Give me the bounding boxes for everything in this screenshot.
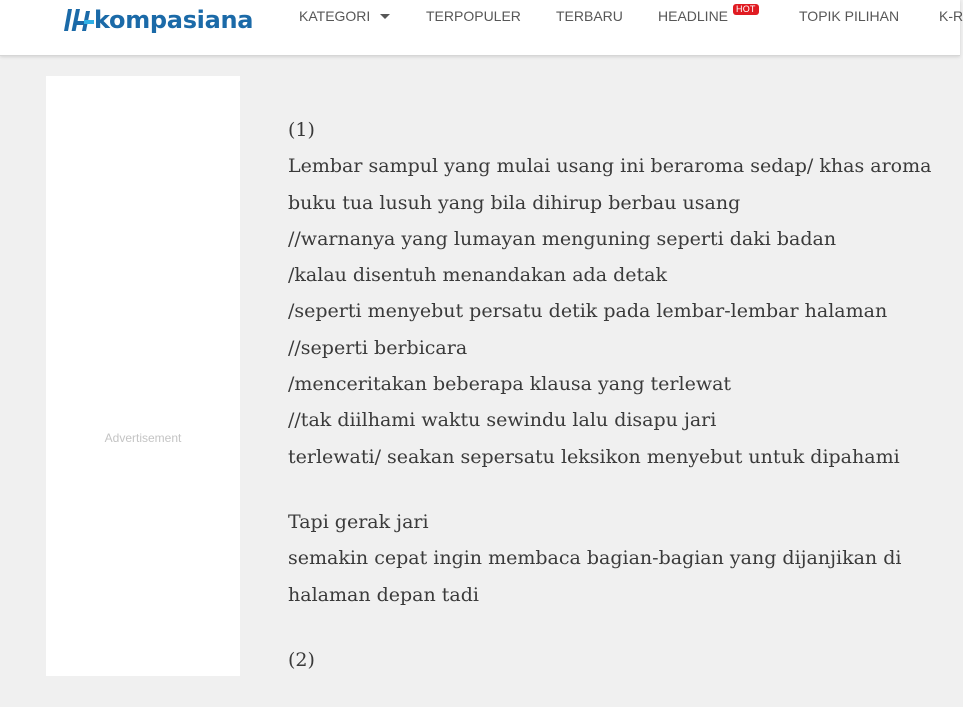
poem-line: //tak diilhami waktu sewindu lalu disapu jari	[288, 409, 717, 432]
hot-badge: HOT	[733, 4, 759, 15]
nav-topik-pilihan[interactable]: TOPIK PILIHAN	[799, 8, 900, 24]
nav-kategori[interactable]	[299, 8, 390, 24]
poem-line: halaman depan tadi	[288, 583, 479, 606]
nav-terpopuler[interactable]: TERPOPULER	[426, 8, 521, 24]
article-body	[288, 112, 960, 707]
poem-line: /kalau disentuh menandakan ada detak	[288, 264, 667, 287]
nav-terbaru[interactable]: TERBARU	[556, 8, 623, 24]
ad-label: Advertisement	[104, 431, 182, 445]
logo-text: kompasiana	[94, 6, 254, 34]
poem-line: semakin cepat ingin membaca bagian-bagian yang dijanjikan di	[288, 547, 902, 570]
poem-line: (1)	[288, 119, 315, 141]
site-header	[0, 0, 963, 56]
kompasiana-logo[interactable]	[64, 5, 253, 35]
poem-line: buku tua lusuh yang bila dihirup berbau usang	[288, 191, 741, 214]
nav-kategori-label: KATEGORI	[299, 8, 371, 24]
nav-headline[interactable]: HEADLINE	[658, 8, 729, 24]
nav-k-rewards[interactable]: K-R	[939, 8, 963, 24]
poem-line: Tapi gerak jari	[288, 510, 429, 533]
article-paragraph	[288, 504, 960, 613]
ad-sidebar[interactable]	[46, 76, 240, 676]
poem-line: //seperti berbicara	[288, 336, 468, 359]
poem-line: //warnanya yang lumayan menguning seperti daki badan	[288, 227, 837, 250]
caret-down-icon	[380, 14, 390, 19]
poem-line: /menceritakan beberapa klausa yang terlewat	[288, 373, 732, 396]
article-paragraph	[288, 112, 960, 475]
article-paragraph	[288, 642, 960, 678]
poem-line: terlewati/ seakan sepersatu leksikon menyebut untuk dipahami	[288, 445, 900, 468]
poem-line: /seperti menyebut persatu detik pada lembar-lembar halaman	[288, 300, 888, 323]
poem-line: Lembar sampul yang mulai usang ini beraroma sedap/ khas aroma	[288, 155, 932, 178]
k-logo-icon	[64, 7, 94, 33]
poem-line: (2)	[288, 648, 315, 671]
